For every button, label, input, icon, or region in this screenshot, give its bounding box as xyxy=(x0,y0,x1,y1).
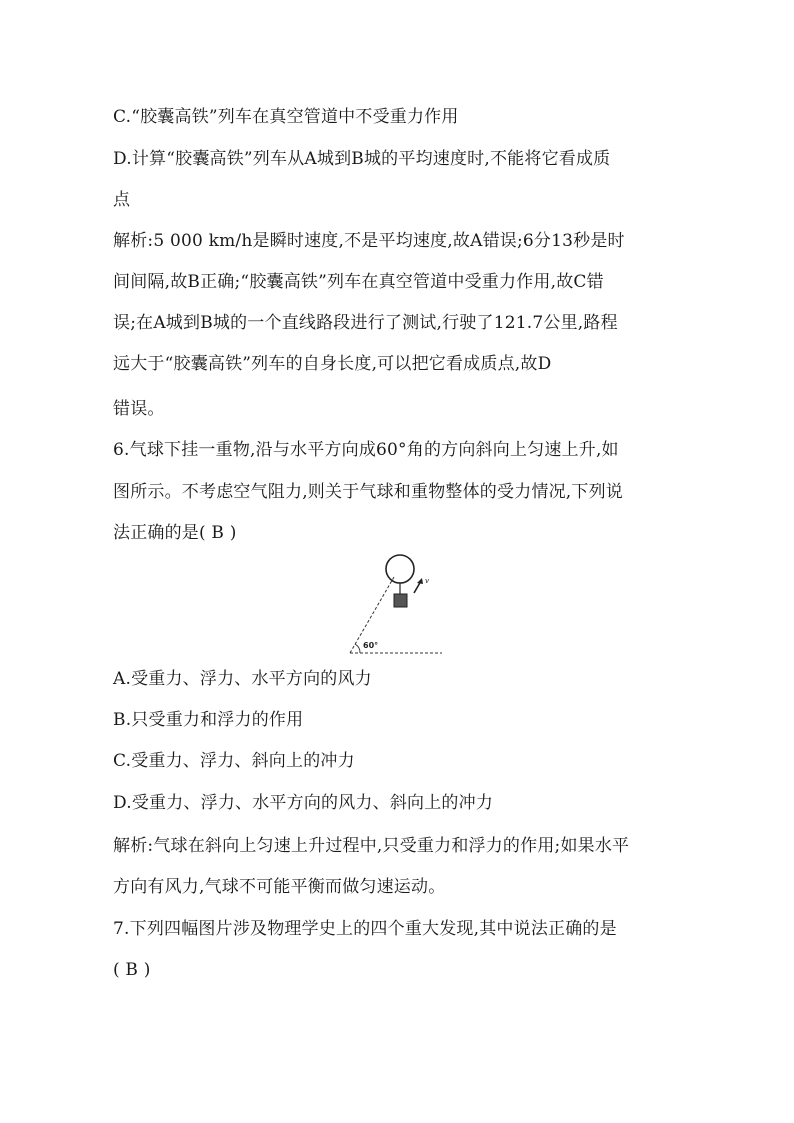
q5-analysis-line: 误;在A城到B城的一个直线路段进行了测试,行驶了121.7公里,路程 xyxy=(113,313,618,333)
q6-analysis-line: 方向有风力,气球不可能平衡而做匀速运动。 xyxy=(113,877,446,897)
q5-analysis-line: 远大于“胶囊高铁”列车的自身长度,可以把它看成质点,故D xyxy=(113,354,552,374)
q6-option-b: B.只受重力和浮力的作用 xyxy=(113,710,304,730)
q5-option-d-line1: D.计算“胶囊高铁”列车从A城到B城的平均速度时,不能将它看成质 xyxy=(113,149,611,169)
q6-stem-line: 图所示。不考虑空气阻力,则关于气球和重物整体的受力情况,下列说 xyxy=(113,482,624,502)
q6-option-d: D.受重力、浮力、水平方向的风力、斜向上的冲力 xyxy=(113,793,494,813)
q6-stem-line: 6.气球下挂一重物,沿与水平方向成60°角的方向斜向上匀速上升,如 xyxy=(113,440,619,460)
balloon-circle xyxy=(386,555,414,583)
velocity-arrowhead xyxy=(417,578,423,584)
q5-analysis-line: 解析:5 000 km/h是瞬时速度,不是平均速度,故A错误;6分13秒是时 xyxy=(113,231,625,251)
q6-stem-line: 法正确的是( B ) xyxy=(113,523,237,543)
q6-option-c: C.受重力、浮力、斜向上的冲力 xyxy=(113,751,355,771)
q5-option-d-line2: 点 xyxy=(113,190,131,210)
q5-option-c: C.“胶囊高铁”列车在真空管道中不受重力作用 xyxy=(113,107,459,127)
balloon-diagram xyxy=(338,550,448,660)
velocity-label: v xyxy=(425,577,429,585)
q7-stem-line: ( B ) xyxy=(113,960,151,980)
q6-option-a: A.受重力、浮力、水平方向的风力 xyxy=(113,669,372,689)
q6-analysis-line: 解析:气球在斜向上匀速上升过程中,只受重力和浮力的作用;如果水平 xyxy=(113,836,630,856)
q7-stem-line: 7.下列四幅图片涉及物理学史上的四个重大发现,其中说法正确的是 xyxy=(113,919,617,939)
angle-label: 60° xyxy=(363,641,379,650)
q5-analysis-line: 错误。 xyxy=(113,399,165,419)
weight-block xyxy=(394,594,407,607)
q5-analysis-line: 间间隔,故B正确;“胶囊高铁”列车在真空管道中受重力作用,故C错 xyxy=(113,272,604,292)
angle-arc xyxy=(355,644,360,653)
